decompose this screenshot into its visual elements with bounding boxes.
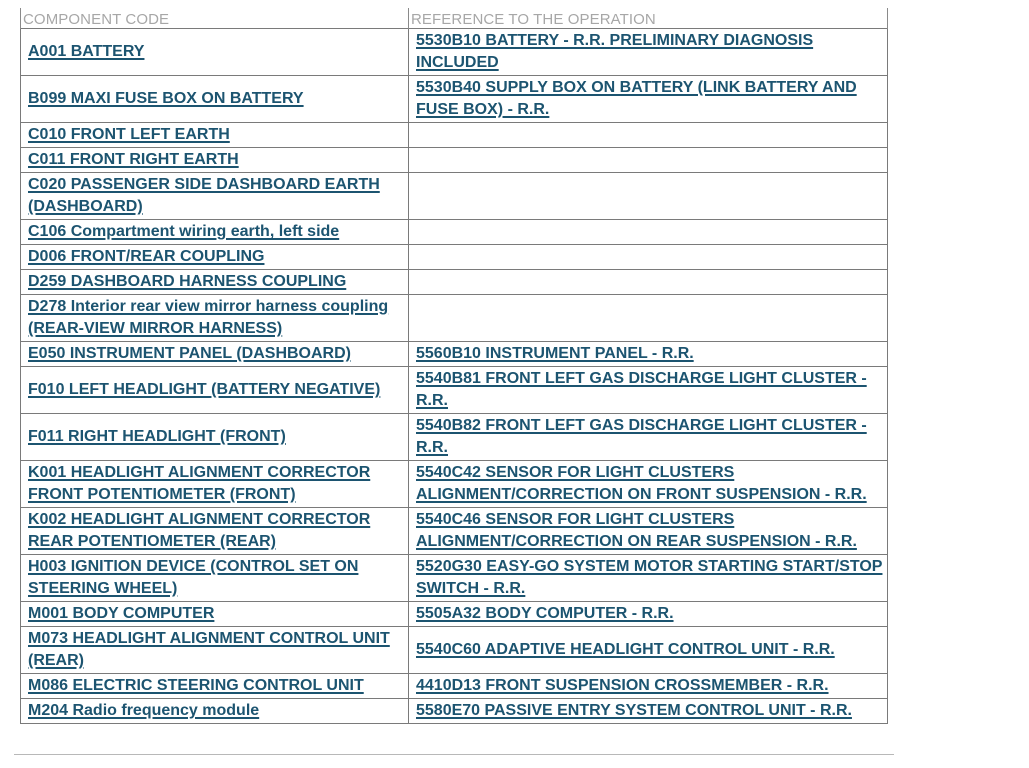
component-cell	[21, 29, 409, 76]
table-row	[21, 508, 888, 555]
component-reference-table	[20, 8, 888, 724]
component-cell	[21, 555, 409, 602]
operation-reference-link[interactable]: 5560B10 INSTRUMENT PANEL - R.R.	[416, 345, 694, 362]
table-row	[21, 76, 888, 123]
table-row	[21, 29, 888, 76]
table-row	[21, 461, 888, 508]
component-link[interactable]: E050 INSTRUMENT PANEL (DASHBOARD)	[28, 345, 351, 362]
reference-cell	[409, 602, 888, 627]
component-link[interactable]: H003 IGNITION DEVICE (CONTROL SET ON STEERING WHEEL)	[28, 558, 359, 597]
component-cell	[21, 414, 409, 461]
component-link[interactable]: F010 LEFT HEADLIGHT (BATTERY NEGATIVE)	[28, 381, 381, 398]
table-row	[21, 245, 888, 270]
operation-reference-link[interactable]: 5520G30 EASY-GO SYSTEM MOTOR STARTING START/STOP SWITCH - R.R.	[416, 558, 883, 597]
component-cell	[21, 342, 409, 367]
component-link[interactable]: K001 HEADLIGHT ALIGNMENT CORRECTOR FRONT POTENTIOMETER (FRONT)	[28, 464, 371, 503]
operation-reference-link[interactable]: 5505A32 BODY COMPUTER - R.R.	[416, 605, 674, 622]
operation-reference-link[interactable]: 5530B40 SUPPLY BOX ON BATTERY (LINK BATTERY AND FUSE BOX) - R.R.	[416, 79, 857, 118]
reference-cell	[409, 414, 888, 461]
reference-cell	[409, 295, 888, 342]
component-cell	[21, 123, 409, 148]
horizontal-divider	[14, 754, 894, 755]
reference-cell	[409, 461, 888, 508]
component-link[interactable]: D278 Interior rear view mirror harness coupling (REAR-VIEW MIRROR HARNESS)	[28, 298, 389, 337]
table-row	[21, 342, 888, 367]
component-link[interactable]: D259 DASHBOARD HARNESS COUPLING	[28, 273, 347, 290]
component-cell	[21, 367, 409, 414]
header-row	[21, 8, 888, 29]
component-link[interactable]: C106 Compartment wiring earth, left side	[28, 223, 340, 240]
reference-cell	[409, 245, 888, 270]
reference-cell	[409, 627, 888, 674]
operation-reference-link[interactable]: 5540C42 SENSOR FOR LIGHT CLUSTERS ALIGNMENT/CORRECTION ON FRONT SUSPENSION - R.R.	[416, 464, 867, 503]
component-link[interactable]: M073 HEADLIGHT ALIGNMENT CONTROL UNIT (REAR)	[28, 630, 390, 669]
reference-cell	[409, 674, 888, 699]
component-cell	[21, 76, 409, 123]
component-cell	[21, 627, 409, 674]
table-row	[21, 367, 888, 414]
component-cell	[21, 699, 409, 724]
component-cell	[21, 220, 409, 245]
header-component-code: COMPONENT CODE	[21, 8, 409, 29]
table-row	[21, 627, 888, 674]
component-link[interactable]: F011 RIGHT HEADLIGHT (FRONT)	[28, 428, 286, 445]
component-cell	[21, 173, 409, 220]
table-row	[21, 699, 888, 724]
component-link[interactable]: B099 MAXI FUSE BOX ON BATTERY	[28, 90, 304, 107]
component-cell	[21, 674, 409, 699]
component-cell	[21, 270, 409, 295]
table-row	[21, 220, 888, 245]
component-link[interactable]: A001 BATTERY	[28, 43, 145, 60]
operation-reference-link[interactable]: 5540C46 SENSOR FOR LIGHT CLUSTERS ALIGNMENT/CORRECTION ON REAR SUSPENSION - R.R.	[416, 511, 857, 550]
reference-cell	[409, 173, 888, 220]
component-cell	[21, 461, 409, 508]
component-cell	[21, 148, 409, 173]
table-row	[21, 555, 888, 602]
table-row	[21, 674, 888, 699]
reference-cell	[409, 220, 888, 245]
operation-reference-link[interactable]: 5530B10 BATTERY - R.R. PRELIMINARY DIAGNOSIS INCLUDED	[416, 32, 814, 71]
component-link[interactable]: C011 FRONT RIGHT EARTH	[28, 151, 239, 168]
component-link[interactable]: C020 PASSENGER SIDE DASHBOARD EARTH (DASHBOARD)	[28, 176, 380, 215]
table-row	[21, 123, 888, 148]
operation-reference-link[interactable]: 5580E70 PASSIVE ENTRY SYSTEM CONTROL UNIT - R.R.	[416, 702, 852, 719]
header-reference-to-operation: REFERENCE TO THE OPERATION	[409, 8, 888, 29]
table-row	[21, 602, 888, 627]
table-body	[21, 29, 888, 724]
table-row	[21, 295, 888, 342]
component-cell	[21, 295, 409, 342]
operation-reference-link[interactable]: 5540B81 FRONT LEFT GAS DISCHARGE LIGHT CLUSTER - R.R.	[416, 370, 867, 409]
component-link[interactable]: M001 BODY COMPUTER	[28, 605, 215, 622]
reference-cell	[409, 367, 888, 414]
reference-cell	[409, 148, 888, 173]
component-link[interactable]: C010 FRONT LEFT EARTH	[28, 126, 230, 143]
reference-cell	[409, 76, 888, 123]
table-row	[21, 270, 888, 295]
reference-cell	[409, 555, 888, 602]
component-link[interactable]: M204 Radio frequency module	[28, 702, 260, 719]
component-cell	[21, 245, 409, 270]
operation-reference-link[interactable]: 4410D13 FRONT SUSPENSION CROSSMEMBER - R.R.	[416, 677, 829, 694]
reference-cell	[409, 270, 888, 295]
reference-cell	[409, 508, 888, 555]
table-row	[21, 414, 888, 461]
reference-cell	[409, 29, 888, 76]
operation-reference-link[interactable]: 5540B82 FRONT LEFT GAS DISCHARGE LIGHT CLUSTER - R.R.	[416, 417, 867, 456]
component-link[interactable]: M086 ELECTRIC STEERING CONTROL UNIT	[28, 677, 364, 694]
table-row	[21, 173, 888, 220]
reference-cell	[409, 699, 888, 724]
component-cell	[21, 602, 409, 627]
reference-cell	[409, 342, 888, 367]
operation-reference-link[interactable]: 5540C60 ADAPTIVE HEADLIGHT CONTROL UNIT - R.R.	[416, 641, 835, 658]
table-row	[21, 148, 888, 173]
component-link[interactable]: D006 FRONT/REAR COUPLING	[28, 248, 265, 265]
component-link[interactable]: K002 HEADLIGHT ALIGNMENT CORRECTOR REAR POTENTIOMETER (REAR)	[28, 511, 371, 550]
reference-cell	[409, 123, 888, 148]
component-cell	[21, 508, 409, 555]
